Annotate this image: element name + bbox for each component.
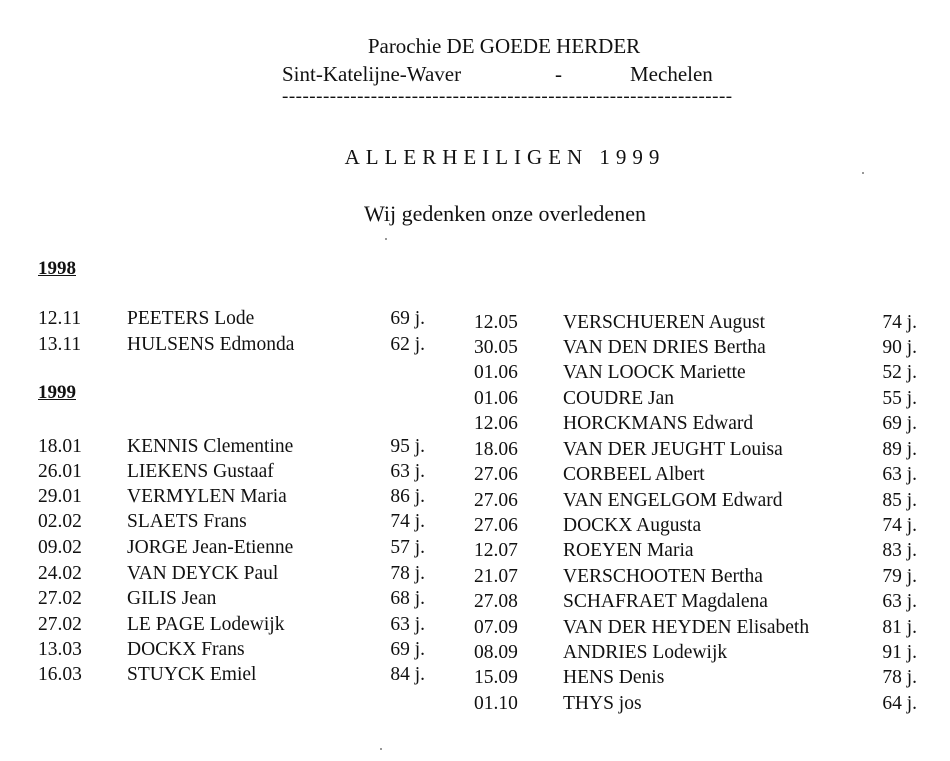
- deceased-name: LIEKENS Gustaaf: [127, 461, 274, 482]
- memorial-entry: [0, 411, 950, 436]
- death-date: 27.02: [38, 588, 82, 609]
- death-date: 12.07: [474, 540, 518, 561]
- document-subtitle: Wij gedenken onze overledenen: [364, 201, 646, 226]
- age-at-death: 68 j.: [390, 588, 425, 609]
- memorial-entry: [0, 513, 950, 538]
- deceased-name: VERSCHOOTEN Bertha: [563, 566, 763, 587]
- age-at-death: 83 j.: [882, 540, 917, 561]
- death-date: 12.11: [38, 308, 82, 329]
- death-date: 29.01: [38, 486, 82, 507]
- age-at-death: 90 j.: [882, 337, 917, 358]
- deceased-name: HORCKMANS Edward: [563, 413, 754, 434]
- deceased-name: PEETERS Lode: [127, 308, 255, 329]
- deceased-name: ROEYEN Maria: [563, 540, 694, 561]
- year-heading-1999: 1999: [38, 382, 76, 403]
- death-date: 24.02: [38, 563, 82, 584]
- deceased-name: STUYCK Emiel: [127, 664, 257, 685]
- deceased-name: VAN DER JEUGHT Louisa: [563, 439, 783, 460]
- age-at-death: 95 j.: [390, 436, 425, 457]
- death-date: 12.05: [474, 312, 518, 333]
- document-title: ALLERHEILIGEN 1999: [344, 145, 666, 169]
- death-date: 01.06: [474, 388, 518, 409]
- death-date: 27.06: [474, 490, 518, 511]
- memorial-entry: [0, 640, 950, 665]
- death-date: 01.10: [474, 693, 518, 714]
- deceased-name: COUDRE Jan: [563, 388, 675, 409]
- age-at-death: 78 j.: [390, 563, 425, 584]
- parish-name: Parochie DE GOEDE HERDER: [367, 34, 641, 58]
- deceased-name: VERSCHUEREN August: [563, 312, 766, 333]
- death-date: 02.02: [38, 511, 82, 532]
- memorial-entry: [0, 310, 950, 335]
- death-date: 13.03: [38, 639, 82, 660]
- death-date: 21.07: [474, 566, 518, 587]
- deceased-name: VAN DER HEYDEN Elisabeth: [563, 617, 810, 638]
- deceased-name: HENS Denis: [563, 667, 665, 688]
- death-date: 12.06: [474, 413, 518, 434]
- town-left: Sint-Katelijne-Waver: [282, 62, 462, 86]
- scan-speck: [385, 238, 387, 240]
- deceased-name: SLAETS Frans: [127, 511, 247, 532]
- memorial-entry: [0, 615, 950, 640]
- age-at-death: 85 j.: [882, 490, 917, 511]
- death-date: 08.09: [474, 642, 518, 663]
- deceased-name: VAN DEYCK Paul: [127, 563, 279, 584]
- deceased-name: THYS jos: [563, 693, 642, 714]
- town-right: Mechelen: [630, 62, 713, 86]
- death-date: 09.02: [38, 537, 82, 558]
- deceased-name: CORBEEL Albert: [563, 464, 705, 485]
- age-at-death: 91 j.: [882, 642, 917, 663]
- memorial-entry: [0, 589, 950, 614]
- deceased-name: LE PAGE Lodewijk: [127, 614, 285, 635]
- deceased-name: SCHAFRAET Magdalena: [563, 591, 768, 612]
- deceased-name: VAN ENGELGOM Edward: [563, 490, 783, 511]
- age-at-death: 86 j.: [390, 486, 425, 507]
- deceased-name: KENNIS Clementine: [127, 436, 294, 457]
- age-at-death: 81 j.: [882, 617, 917, 638]
- age-at-death: 63 j.: [390, 614, 425, 635]
- memorial-entry: [0, 691, 950, 716]
- death-date: 18.06: [474, 439, 518, 460]
- age-at-death: 69 j.: [390, 308, 425, 329]
- age-at-death: 74 j.: [882, 515, 917, 536]
- age-at-death: 78 j.: [882, 667, 917, 688]
- death-date: 18.01: [38, 436, 82, 457]
- memorial-entry: [0, 538, 950, 563]
- age-at-death: 62 j.: [390, 334, 425, 355]
- death-date: 27.02: [38, 614, 82, 635]
- age-at-death: 84 j.: [390, 664, 425, 685]
- header-divider: ------------------------------------------------------------------: [282, 86, 733, 107]
- deceased-name: JORGE Jean-Etienne: [127, 537, 294, 558]
- scan-speck: [380, 748, 382, 750]
- age-at-death: 74 j.: [390, 511, 425, 532]
- deceased-name: ANDRIES Lodewijk: [563, 642, 728, 663]
- memorial-entry: [0, 335, 950, 360]
- deceased-name: GILIS Jean: [127, 588, 217, 609]
- memorial-entry: [0, 488, 950, 513]
- scan-speck: [862, 172, 864, 174]
- age-at-death: 89 j.: [882, 439, 917, 460]
- memorial-entry: [0, 564, 950, 589]
- death-date: 13.11: [38, 334, 82, 355]
- death-date: 15.09: [474, 667, 518, 688]
- age-at-death: 74 j.: [882, 312, 917, 333]
- memorial-entry: [0, 386, 950, 411]
- death-date: 27.06: [474, 515, 518, 536]
- deceased-name: HULSENS Edmonda: [127, 334, 295, 355]
- age-at-death: 63 j.: [882, 464, 917, 485]
- year-heading-1998: 1998: [38, 258, 76, 279]
- deceased-name: DOCKX Augusta: [563, 515, 702, 536]
- age-at-death: 52 j.: [882, 362, 917, 383]
- age-at-death: 69 j.: [390, 639, 425, 660]
- deceased-name: VAN LOOCK Mariette: [563, 362, 746, 383]
- memorial-entry: [0, 437, 950, 462]
- age-at-death: 55 j.: [882, 388, 917, 409]
- death-date: 30.05: [474, 337, 518, 358]
- age-at-death: 69 j.: [882, 413, 917, 434]
- memorial-entry: [0, 360, 950, 385]
- death-date: 26.01: [38, 461, 82, 482]
- age-at-death: 57 j.: [390, 537, 425, 558]
- age-at-death: 63 j.: [882, 591, 917, 612]
- death-date: 27.08: [474, 591, 518, 612]
- death-date: 27.06: [474, 464, 518, 485]
- age-at-death: 63 j.: [390, 461, 425, 482]
- death-date: 16.03: [38, 664, 82, 685]
- age-at-death: 79 j.: [882, 566, 917, 587]
- death-date: 07.09: [474, 617, 518, 638]
- deceased-name: VAN DEN DRIES Bertha: [563, 337, 766, 358]
- deceased-name: DOCKX Frans: [127, 639, 245, 660]
- memorial-entry: [0, 462, 950, 487]
- town-separator: -: [555, 62, 562, 86]
- death-date: 01.06: [474, 362, 518, 383]
- memorial-entry: [0, 665, 950, 690]
- deceased-name: VERMYLEN Maria: [127, 486, 287, 507]
- age-at-death: 64 j.: [882, 693, 917, 714]
